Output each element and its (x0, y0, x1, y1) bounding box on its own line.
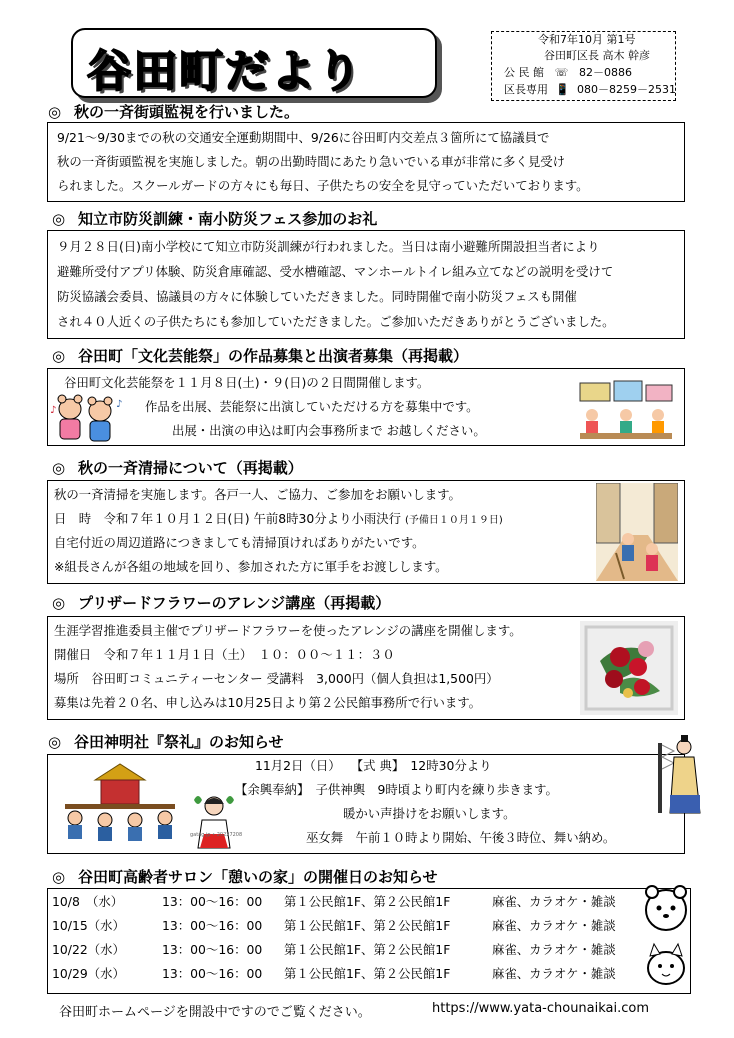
festival-heading: ◎ 谷田町「文化芸能祭」の作品募集と出演者募集（再掲載） (52, 347, 469, 365)
drill-line: 防災協議会委員、協議員の方々に体験していただきました。同時開催で南小防災フェスも開催 (57, 289, 577, 304)
flower-line: 開催日 令和７年１１月１日（土） １０：００～１１：３０ (54, 647, 395, 662)
dancing-bears-image (48, 393, 128, 449)
cleanup-date-line: 日 時 令和７年１０月１２日(日) 午前8時30分より小雨決行 (予備日１０月１９日) (54, 511, 503, 526)
hall-label: 公 民 館 (504, 66, 544, 79)
drill-line: され４０人近くの子供たちにも参加していただきました。ご参加いただきありがとうございました。 (57, 314, 615, 329)
shrine-line: 11月2日（日） 【式 典】 12時30分より (255, 758, 492, 773)
mascot-image (640, 880, 692, 996)
mikoshi-image (55, 760, 185, 848)
chief-label: 区長専用 (504, 83, 548, 96)
patrol-box (47, 122, 685, 202)
svg-text:♪: ♪ (116, 399, 123, 410)
salon-heading: ◎ 谷田町高齢者サロン「憩いの家」の開催日のお知らせ (52, 868, 438, 886)
chief-name: 谷田町区長 高木 幹彦 (544, 49, 650, 62)
section-mark: ◎ (52, 459, 66, 477)
homepage-link[interactable]: https://www.yata-chounaikai.com (432, 1001, 650, 1016)
patrol-line: られました。スクールガードの方々にも毎日、子供たちの安全を見守っていただいております。 (57, 178, 589, 193)
festival-line: 谷田町文化芸能祭を１１月８日(土)・９(日)の２日間開催します。 (64, 375, 430, 390)
patrol-line: 9/21～9/30までの秋の交通安全運動期間中、9/26に谷田町内交差点３箇所にて協議員で (57, 130, 550, 145)
shrine-heading: ◎ 谷田神明社『祭礼』のお知らせ (48, 733, 284, 751)
cleanup-box (47, 480, 685, 584)
shrine-line: 巫女舞 午前１０時より開始、午後３時位、舞い納め。 (306, 830, 616, 845)
preserved-flower-image (580, 621, 678, 715)
section-mark: ◎ (48, 103, 62, 121)
patrol-line: 秋の一斉街頭監視を実施しました。朝の出勤時間にあたり急いでいる車が非常に多く見受け (57, 154, 566, 169)
drill-line: 避難所受付アプリ体験、防災倉庫確認、受水槽確認、マンホールトイレ組み立てなどの説明を受けて (57, 264, 614, 279)
svg-text:♪: ♪ (50, 405, 57, 416)
street-cleaning-image (596, 483, 678, 581)
issue-number: 令和7年10月 第1号 (538, 33, 636, 46)
section-mark: ◎ (52, 347, 66, 365)
flower-line: 場所 谷田町コミュニティーセンター 受講料 3,000円（個人負担は1,500円） (54, 671, 499, 686)
section-mark: ◎ (52, 210, 66, 228)
cleanup-line: ※組長さんが各組の地域を回り、参加された方に軍手をお渡しします。 (54, 559, 448, 574)
section-mark: ◎ (48, 733, 62, 751)
hall-phone: 82－0886 (579, 66, 632, 79)
issue-info-box (491, 31, 676, 101)
cleanup-heading: ◎ 秋の一斉清掃について（再掲載） (52, 459, 303, 477)
shrine-maiden-image (190, 790, 238, 850)
festival-line: 作品を出展、芸能祭に出演していただける方を募集中です。 (145, 399, 479, 414)
section-mark: ◎ (52, 868, 66, 886)
newsletter-title: 谷田町だより (87, 46, 363, 97)
festival-line: 出展・出演の申込は町内会事務所まで お越しください。 (172, 423, 486, 438)
salon-table: 10/8 （水） 13：00～16：00 第１公民館1F、第２公民館1F 麻雀、カラオケ・雑談 10/15（水） 13：00～16：00 第１公民館1F、第２公民館1F 麻雀、カラオケ・雑談 10/22（水） 13：00～16：00 第１公民館1F、第２公民館1F 麻雀、カラオケ・雑談 10/29（水） 13：00～16：00 第１公民館1F、第２公民館1F 麻雀、カラオケ・雑談 (47, 888, 691, 994)
shinto-priest-image (648, 733, 702, 817)
flower-heading: ◎ プリザードフラワーのアレンジ講座（再掲載） (52, 594, 391, 612)
shrine-line: 暖かい声掛けをお願いします。 (343, 806, 516, 821)
flower-line: 生涯学習推進委員主催でプリザードフラワーを使ったアレンジの講座を開催します。 (54, 623, 522, 638)
section-mark: ◎ (52, 594, 66, 612)
newsletter-title-box (71, 28, 437, 98)
drill-heading: ◎ 知立市防災訓練・南小防災フェス参加のお礼 (52, 210, 378, 228)
drill-box (47, 230, 685, 339)
phone-icon: ☏ (554, 66, 569, 79)
hall-phone-row (504, 65, 632, 81)
drill-line: ９月２８日(日)南小学校にて知立市防災訓練が行われました。当日は南小避難所開設担当者により (57, 239, 600, 254)
mobile-phone-icon: 📱 (555, 83, 570, 96)
classroom-image (574, 377, 678, 445)
patrol-heading: ◎ 秋の一斉街頭監視を行いました。 (48, 103, 300, 121)
chief-phone-row (504, 82, 676, 98)
flower-line: 募集は先着２０名、申し込みは10月25日より第２公民館事務所で行います。 (54, 695, 482, 710)
cleanup-line: 秋の一斉清掃を実施します。各戸一人、ご協力、ご参加をお願いします。 (54, 487, 461, 502)
image-credit: gatag.jp • 20227208 (190, 832, 243, 838)
cleanup-line: 自宅付近の周辺道路につきましても清掃頂ければありがたいです。 (54, 535, 425, 550)
chief-phone: 080－8259－2531 (577, 83, 676, 96)
shrine-line: 【余興奉納】 子供神輿 9時頃より町内を練り歩きます。 (235, 782, 558, 797)
footer-text: 谷田町ホームページを開設中ですのでご覧ください。 (59, 1005, 371, 1020)
